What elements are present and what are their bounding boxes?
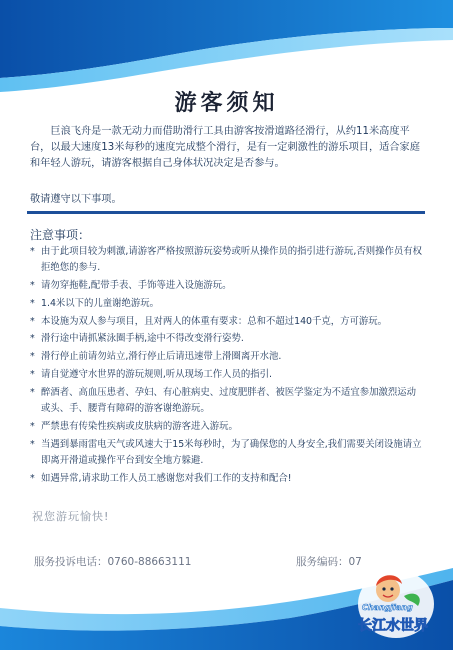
list-item [30,314,425,330]
bullet-icon: * [30,333,35,345]
rule-text: 醉酒者、高血压患者、孕妇、有心脏病史、过度肥胖者、被医学鉴定为不适宜参加激烈运动或头、手、腰背有障碍的游客谢绝游玩。 [41,386,417,415]
divider-rule [27,211,425,214]
rule-text: 1.4米以下的儿童谢绝游玩。 [41,297,160,309]
list-item [30,349,425,365]
rule-text: 滑行停止前请勿站立,滑行停止后请迅速带上滑圈离开水池. [41,351,282,363]
logo-text-top: Changjiang [362,603,413,612]
list-item [30,471,425,487]
page-title: 游客须知 [174,91,279,116]
bullet-icon: * [30,472,35,484]
water-world-logo [352,560,444,642]
rule-text: 本设施为双人参与项目，且对两人的体重有要求：总和不超过140千克，方可游玩。 [41,315,388,327]
list-item [30,244,425,277]
logo-text-main: 长江水世界 [358,618,428,634]
rule-text: 当遇到暴雨雷电天气或风速大于15米每秒时，为了确保您的人身安全,我们需要关闭设施请立即离开滑道或操作平台到安全地方躲避. [41,438,422,467]
bullet-icon: * [30,315,35,327]
bullet-icon: * [30,351,35,363]
service-code: 服务编码：07 [296,556,362,568]
complaint-phone: 服务投诉电话：0760-88663111 [34,556,192,568]
rule-text: 请勿穿拖鞋,配带手表、手饰等进入设施游玩。 [41,280,232,292]
bullet-icon: * [30,369,35,381]
bullet-icon: * [30,420,35,432]
list-item [30,419,425,435]
list-item [30,437,425,470]
notice-heading: 注意事项： [30,228,91,242]
rule-text: 请自觉遵守水世界的游玩规则,听从现场工作人员的指引. [41,369,272,381]
intro-note: 敬请遵守以下事项。 [30,194,122,205]
bullet-icon: * [30,280,35,292]
rule-text: 滑行途中请抓紧泳圈手柄,途中不得改变滑行姿势. [41,333,244,345]
rule-text: 由于此项目较为刺激,请游客严格按照游玩姿势或听从操作员的指引进行游玩,否则操作员有权拒绝您的参与. [41,246,422,274]
list-item [30,278,425,294]
welcome-message: 祝您游玩愉快! [32,510,110,523]
intro-paragraph: 巨浪飞舟是一款无动力而借助滑行工具由游客按滑道路径滑行，从约11米高度平台，以最大速度13米每秒的速度完成整个滑行，是有一定刺激性的游乐项目，适合家庭和年轻人游玩，请游客根据自己身体状况决定是否参与。 [30,126,420,169]
rule-text: 如遇异常,请求助工作人员工感谢您对我们工作的支持和配合! [41,472,292,484]
bullet-icon: * [30,386,35,398]
bullet-icon: * [30,438,35,450]
list-item [30,385,425,418]
bullet-icon: * [30,246,35,257]
list-item [30,367,425,383]
rules-list [30,244,425,489]
list-item [30,331,425,347]
list-item [30,296,425,312]
bullet-icon: * [30,297,35,309]
rule-text: 严禁患有传染性疾病或皮肤病的游客进入游玩。 [41,420,238,432]
